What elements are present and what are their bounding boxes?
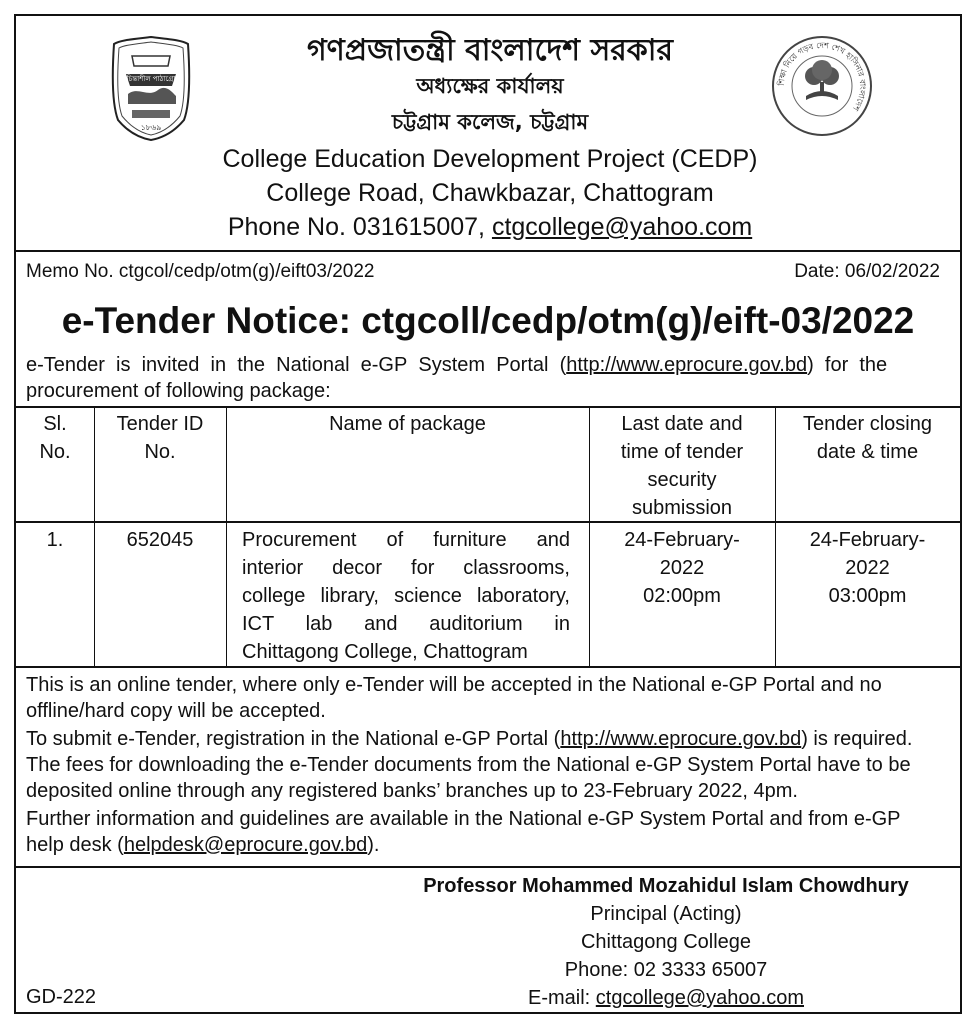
header-security bbox=[589, 410, 775, 522]
seal-slogan: শিক্ষা নিয়ে গড়ব দেশ শেখ হাসিনার বাংলাদেশ bbox=[776, 40, 868, 113]
intro-portal-link[interactable]: http://www.eprocure.gov.bd bbox=[566, 354, 808, 376]
signature-block bbox=[396, 872, 936, 1012]
table-bottom-border bbox=[16, 666, 960, 668]
memo-date: Date: 06/02/2022 bbox=[794, 261, 940, 282]
header-security-line: submission bbox=[631, 497, 733, 519]
note-info-1: Further information and guidelines are available in the National e-GP System Portal and from e-GP bbox=[26, 808, 901, 830]
government-title: গণপ্রজাতন্ত্রী বাংলাদেশ সরকার bbox=[307, 33, 673, 68]
signatory-email-label: E-mail: bbox=[528, 987, 596, 1009]
header-closing-line: Tender closing bbox=[803, 413, 932, 435]
signatory-name: Professor Mohammed Mozahidul Islam Chowdhury bbox=[423, 875, 909, 897]
seal-year: ১৮৬৯ bbox=[140, 123, 162, 132]
signatory-college: Chittagong College bbox=[580, 931, 752, 953]
row-closing-line: 24-February- bbox=[809, 529, 926, 551]
header-tender-id-line: No. bbox=[144, 441, 176, 463]
footer-code: GD-222 bbox=[26, 986, 97, 1008]
memo-number: Memo No. ctgcol/cedp/otm(g)/eift03/2022 bbox=[26, 261, 375, 282]
row-closing-line: 2022 bbox=[845, 557, 890, 579]
header-package-line: Name of package bbox=[329, 413, 486, 435]
note-fees-2: deposited online through any registered banks’ branches up to 23-February 2022, 4pm. bbox=[26, 780, 798, 802]
contact-line bbox=[16, 212, 964, 242]
header-closing-line: date & time bbox=[816, 441, 919, 463]
col-divider bbox=[226, 406, 227, 667]
row-closing-line: 03:00pm bbox=[828, 585, 907, 607]
header-security-line: security bbox=[647, 469, 717, 491]
row-security-line: 24-February- bbox=[624, 529, 740, 551]
row-package-line: Procurement of furniture and bbox=[242, 529, 570, 551]
header-security-line: time of tender bbox=[620, 441, 744, 463]
row-closing bbox=[775, 526, 960, 610]
college-name-bn: চট্টগ্রাম কলেজ, চট্টগ্রাম bbox=[391, 110, 589, 134]
header-sl-line: Sl. bbox=[43, 413, 67, 435]
divider bbox=[16, 250, 960, 252]
college-address: College Road, Chawkbazar, Chattogram bbox=[266, 179, 714, 207]
signatory-email-link[interactable]: ctgcollege@yahoo.com bbox=[595, 987, 804, 1009]
header-package bbox=[226, 410, 589, 438]
note-registration-text: To submit e-Tender, registration in the National e-GP Portal ( bbox=[26, 728, 561, 750]
header-email-link[interactable]: ctgcollege@yahoo.com bbox=[491, 213, 753, 241]
signatory-phone: Phone: 02 3333 65007 bbox=[564, 959, 768, 981]
signatory-email-line bbox=[396, 984, 936, 1012]
header-tender-id-line: Tender ID bbox=[116, 413, 204, 435]
project-name: College Education Development Project (CEDP) bbox=[222, 145, 758, 173]
header-sl bbox=[16, 410, 94, 466]
intro-text-a: e-Tender is invited in the National e-GP System Portal (http://www.eprocure.gov.bd) for the bbox=[26, 354, 888, 376]
row-package-line: college library, science laboratory, bbox=[242, 585, 570, 607]
seal-motto: চিন্তাশীল পাঠাগ্রো bbox=[126, 75, 176, 83]
intro-line-2: procurement of following package: bbox=[26, 380, 331, 402]
intro-line-1 bbox=[26, 352, 952, 378]
note-info-end: ). bbox=[367, 834, 380, 856]
row-package-line: Chittagong College, Chattogram bbox=[242, 641, 528, 663]
header-tender-id bbox=[94, 410, 226, 466]
note-info-2 bbox=[26, 832, 952, 858]
note-online-1: This is an online tender, where only e-Tender will be accepted in the National e-GP Portal and no bbox=[26, 674, 882, 696]
helpdesk-email-link[interactable]: helpdesk@eprocure.gov.bd bbox=[123, 834, 368, 856]
office-name: অধ্যক্ষের কার্যালয় bbox=[416, 74, 564, 98]
note-registration-end: ) is required. bbox=[801, 728, 913, 750]
table-top-border bbox=[16, 406, 960, 408]
row-package bbox=[242, 526, 570, 666]
row-tender-id: 652045 bbox=[126, 529, 194, 551]
row-security-line: 02:00pm bbox=[643, 585, 721, 607]
row-sl: 1. bbox=[46, 529, 64, 551]
note-portal-link[interactable]: http://www.eprocure.gov.bd bbox=[560, 728, 802, 750]
row-security bbox=[589, 526, 775, 610]
signatory-title: Principal (Acting) bbox=[590, 903, 742, 925]
note-fees-1: The fees for downloading the e-Tender documents from the National e-GP System Portal have to be bbox=[26, 754, 911, 776]
header-closing bbox=[775, 410, 960, 466]
note-online-2: offline/hard copy will be accepted. bbox=[26, 700, 326, 722]
header-sl-line: No. bbox=[39, 441, 71, 463]
signature-divider bbox=[16, 866, 960, 868]
table-header-border bbox=[16, 521, 960, 523]
notice-frame bbox=[14, 14, 962, 1014]
row-package-line: interior decor for classrooms, bbox=[242, 557, 570, 579]
header-security-line: Last date and bbox=[621, 413, 743, 435]
notice-title: e-Tender Notice: ctgcoll/cedp/otm(g)/eift-03/2022 bbox=[61, 300, 915, 341]
row-package-line: ICT lab and auditorium in bbox=[242, 613, 570, 635]
phone-text: Phone No. 031615007, bbox=[227, 213, 492, 241]
row-security-line: 2022 bbox=[659, 557, 705, 579]
note-info-text: help desk ( bbox=[26, 834, 124, 856]
note-registration bbox=[26, 726, 952, 752]
